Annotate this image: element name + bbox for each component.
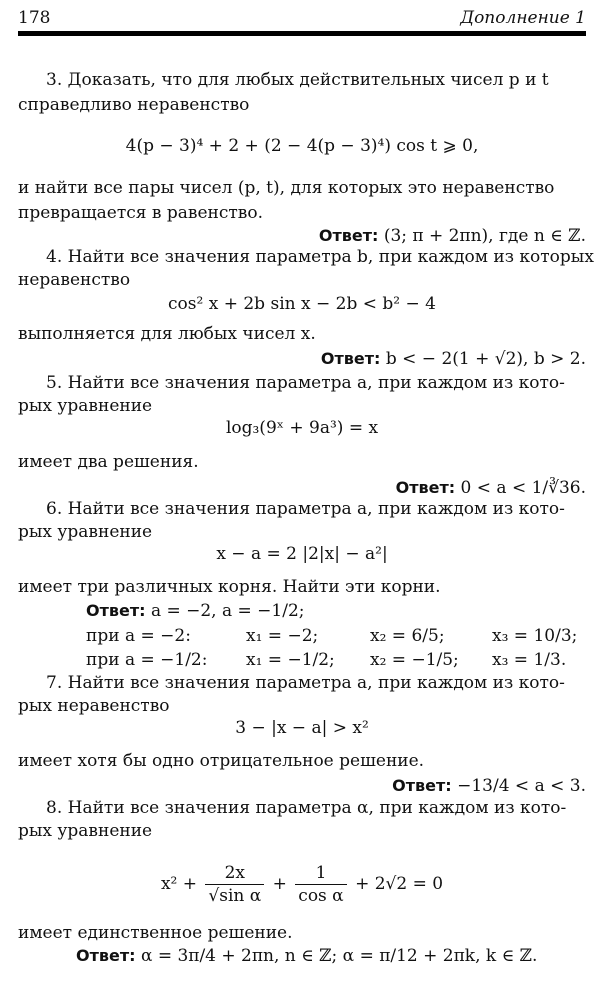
answer-label: Ответ: [320,349,381,368]
answer-label: Ответ: [392,776,452,795]
problem-3-answer: Ответ: (3; π + 2πn), где n ∈ ℤ. [318,226,586,246]
problem-5-formula: log₃(9ˣ + 9a³) = x [225,418,379,438]
problem-6-case2-x1: x₁ = −1/2; [246,650,335,670]
problem-3-text-line4: превращается в равенство. [18,203,264,223]
problem-6-formula: x − a = 2 |2|x| − a²| [216,544,388,564]
running-title: Дополнение 1 [460,8,586,28]
problem-6-case1-x3: x₃ = 10/3; [492,626,578,646]
problem-4-text-line2: неравенство [18,270,131,290]
problem-6-text-line2: рых уравнение [18,522,153,542]
problem-7-text-line1: 7. Найти все значения параметра a, при каждом из кото- [46,673,565,693]
problem-6-text-line1: 6. Найти все значения параметра a, при каждом из кото- [46,499,565,519]
problem-6-case1-x2: x₂ = 6/5; [370,626,445,646]
fraction-1-over-cos: $\frac{1}{\text{cos α}}$ [295,862,346,907]
book-page [18,0,594,991]
problem-8-text-line3: имеет единственное решение. [18,923,293,943]
problem-5-text-line3: имеет два решения. [18,452,199,472]
problem-8-answer: Ответ: α = 3π/4 + 2πn, n ∈ ℤ; α = π/12 + 2πk, k ∈ ℤ. [76,946,538,966]
problem-5-answer: Ответ: 0 < a < 1/∛36. [395,478,586,498]
problem-6-case2-x2: x₂ = −1/5; [370,650,459,670]
problem-8-text-line1: 8. Найти все значения параметра α, при каждом из кото- [46,798,567,818]
fraction-2x-over-sqrt-sin: $\frac{2x}{\text{√sin α}}$ [205,862,264,907]
problem-8-text-line2: рых уравнение [18,821,153,841]
problem-5-text-line2: рых уравнение [18,396,153,416]
answer-label: Ответ: [86,601,146,620]
page-header [18,8,586,32]
answer-label: Ответ: [76,946,136,965]
problem-6-text-line3: имеет три различных корня. Найти эти корни. [18,577,441,597]
problem-6-case1-x1: x₁ = −2; [246,626,319,646]
answer-label: Ответ: [318,226,379,245]
problem-8-formula: x² + $\frac{2x}{\text{√sin α}}$ + $\frac{1}{\text{cos α}}$ + 2√2 = 0 [160,863,444,906]
problem-7-text-line2: рых неравенство [18,696,170,716]
problem-6-case2-x3: x₃ = 1/3. [492,650,567,670]
page-number: 178 [18,8,51,28]
problem-4-text-line3: выполняется для любых чисел x. [18,324,316,344]
problem-4-answer: Ответ: b < − 2(1 + √2), b > 2. [320,349,586,369]
problem-7-text-line3: имеет хотя бы одно отрицательное решение. [18,751,425,771]
problem-6-case2-cond: при a = −1/2: [86,650,208,670]
problem-6-answer: Ответ: a = −2, a = −1/2; [86,601,305,621]
problem-4-text-line1: 4. Найти все значения параметра b, при каждом из которых [46,247,594,267]
problem-3-text-line2: справедливо неравенство [18,95,250,115]
problem-6-case1-cond: при a = −2: [86,626,191,646]
header-rule [18,31,586,36]
problem-3-text-line1: 3. Доказать, что для любых действительных чисел p и t [46,70,549,90]
problem-4-formula: cos² x + 2b sin x − 2b < b² − 4 [168,294,436,314]
problem-3-formula: 4(p − 3)⁴ + 2 + (2 − 4(p − 3)⁴) cos t ⩾ 0, [125,136,479,156]
problem-5-text-line1: 5. Найти все значения параметра a, при каждом из кото- [46,373,565,393]
problem-7-answer: Ответ: −13/4 < a < 3. [392,776,586,796]
problem-3-text-line3: и найти все пары чисел (p, t), для которых это неравенство [18,178,555,198]
answer-label: Ответ: [395,478,456,497]
problem-7-formula: 3 − |x − a| > x² [235,718,369,738]
